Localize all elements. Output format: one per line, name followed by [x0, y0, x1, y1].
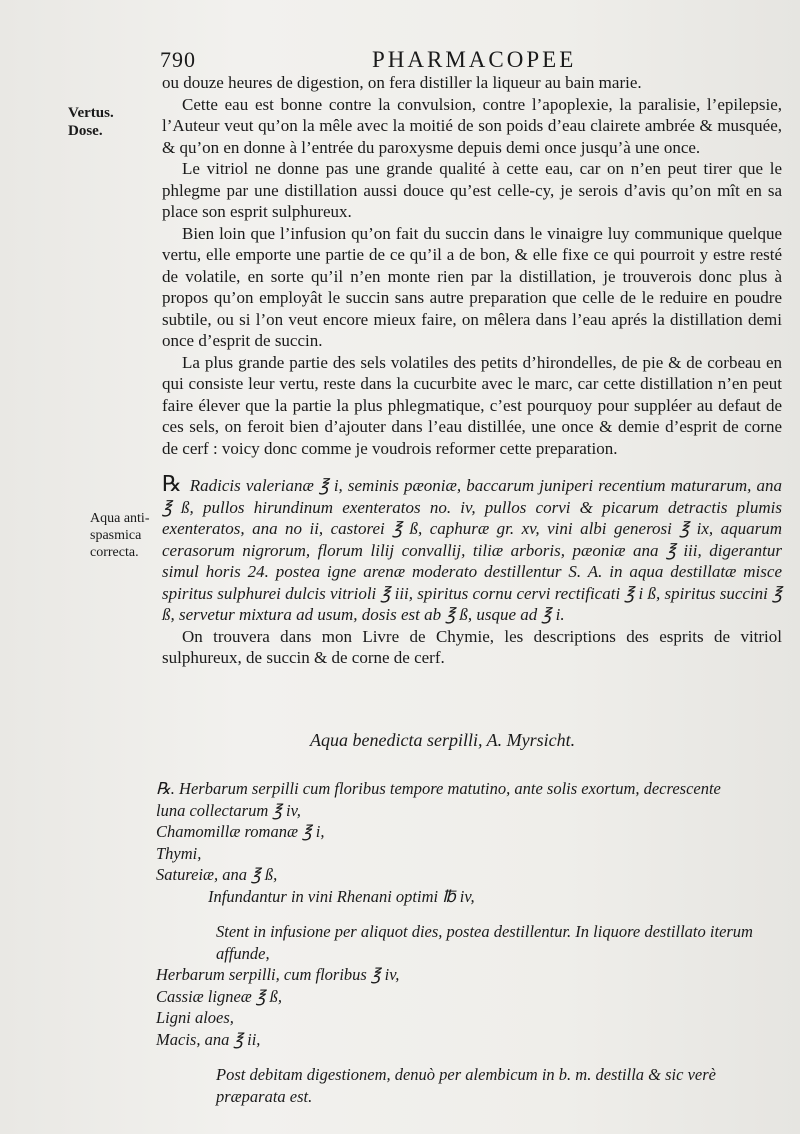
main-text [162, 72, 782, 669]
recipe-line: Herbarum serpilli, cum floribus ℥ iv, [156, 965, 400, 984]
margin-note-vertus: Vertus. [68, 105, 114, 121]
recipe-line: Chamomillæ romanæ ℥ i, [156, 822, 325, 841]
paragraph: On trouvera dans mon Livre de Chymie, les descriptions des esprits de vitriol sulphureux, de succin & de corne de cerf. [162, 626, 782, 667]
recipe-line: Cassiæ ligneæ ℥ ß, [156, 986, 282, 1006]
paragraph: La plus grande partie des sels volatiles des petits d’hirondelles, de pie & de corbeau en qui consiste leur vertu, reste dans la cucurbite avec le marc, car cette distillation n’en peut faire élever que la partie la plus phlegmatique, c’est pourquoy pour suppléer au defaut de ces sels, on feroit bien d’ajouter dans l’eau distillée, une once & demie d’esprit de corne de cerf : voicy donc comme je voudrois reformer cette preparation. [162, 352, 782, 458]
section-heading: Aqua benedicta serpilli, A. Myrsicht. [310, 730, 576, 750]
paragraph: ou douze heures de digestion, on fera distiller la liqueur au bain marie. [162, 73, 642, 92]
recipe-line: Thymi, [156, 843, 202, 863]
running-head: PHARMACOPEE [372, 47, 577, 72]
margin-note-aqua-antispasmica: Aqua anti-spasmica correcta. [90, 511, 150, 560]
recipe-antispasmodic [162, 473, 782, 626]
paragraph: Bien loin que l’infusion qu’on fait du succin dans le vinaigre luy communique quelque vertu, elle emporte une partie de ce qu’il a de bon, & elle fixe ce qui pourroit y estre resté de volatile, en sorte qu’il n’en monte rien par la distillation, je trouverois donc plus à propos qu’on employât le succin sans autre preparation que celle de le reduire en poudre subtile, ou si l’on veut encore mieux faire, on mêlera dans l’eau aprés la distillation demi once d’esprit de succin. [162, 223, 782, 350]
recipe-line: Stent in infusione per aliquot dies, postea destillentur. In liquore destillato iterum affunde, [216, 922, 753, 963]
margin-note-dose: Dose. [68, 123, 103, 139]
recipe-symbol: ℞ [162, 471, 182, 496]
recipe-line: Satureiæ, ana ℥ ß, [156, 865, 278, 884]
page-number: 790 [160, 47, 196, 72]
recipe-line: Infundantur in vini Rhenani optimi ℔ iv, [208, 886, 475, 906]
recipe-line: Macis, ana ℥ ii, [156, 1029, 261, 1049]
recipe-line: ℞. Herbarum serpilli cum floribus tempore matutino, ante solis exortum, decrescente [156, 779, 721, 798]
recipe-text [162, 473, 782, 626]
recipe-line: Post debitam digestionem, denuò per alembicum in b. m. destilla & sic verè præparata est. [216, 1065, 716, 1106]
paragraph: Cette eau est bonne contre la convulsion, contre l’apoplexie, la paralisie, l’epilepsie, l’Auteur veut qu’on la mêle avec la moitié de son poids d’eau clairete ambrée & musquée, & qu’on en donne à l’entrée du paroxysme depuis demi once jusqu’à une once. [162, 94, 782, 157]
recipe-serpilli [156, 778, 784, 1107]
recipe-body: Radicis valerianæ ℥ i, seminis pæoniæ, baccarum juniperi recentium maturarum, ana ℥ ß, pullos hirundinum exenteratos no. iv, pullos corvi & picarum detractis plumis exenteratos, ana no ii, castorei ℥ ß, caphuræ gr. xv, vini albi generosi ℥ ix, aquarum cerasorum nigrorum, florum lilij convallij, tiliæ arboris, pæoniæ ana ℥ iii, digerantur simul horis 24. postea igne arenæ moderato destillentur S. A. in aqua destillatæ misce spiritus sulphurei dulcis vitrioli ℥ iii, spiritus cornu cervi rectificati ℥ i ß, spiritus succini ℥ ß, servetur mixtura ad usum, dosis est ab ℥ ß, usque ad ℥ i. [162, 476, 782, 624]
page-header [160, 47, 780, 75]
paragraph: Le vitriol ne donne pas une grande qualité à cette eau, car on n’en peut tirer que le phlegme par une distillation aussi douce qu’est celle-cy, je serois d’avis qu’on mît en sa place son esprit sulphureux. [162, 159, 782, 221]
recipe-line: Ligni aloes, [156, 1008, 234, 1027]
recipe-line: luna collectarum ℥ iv, [156, 800, 301, 820]
